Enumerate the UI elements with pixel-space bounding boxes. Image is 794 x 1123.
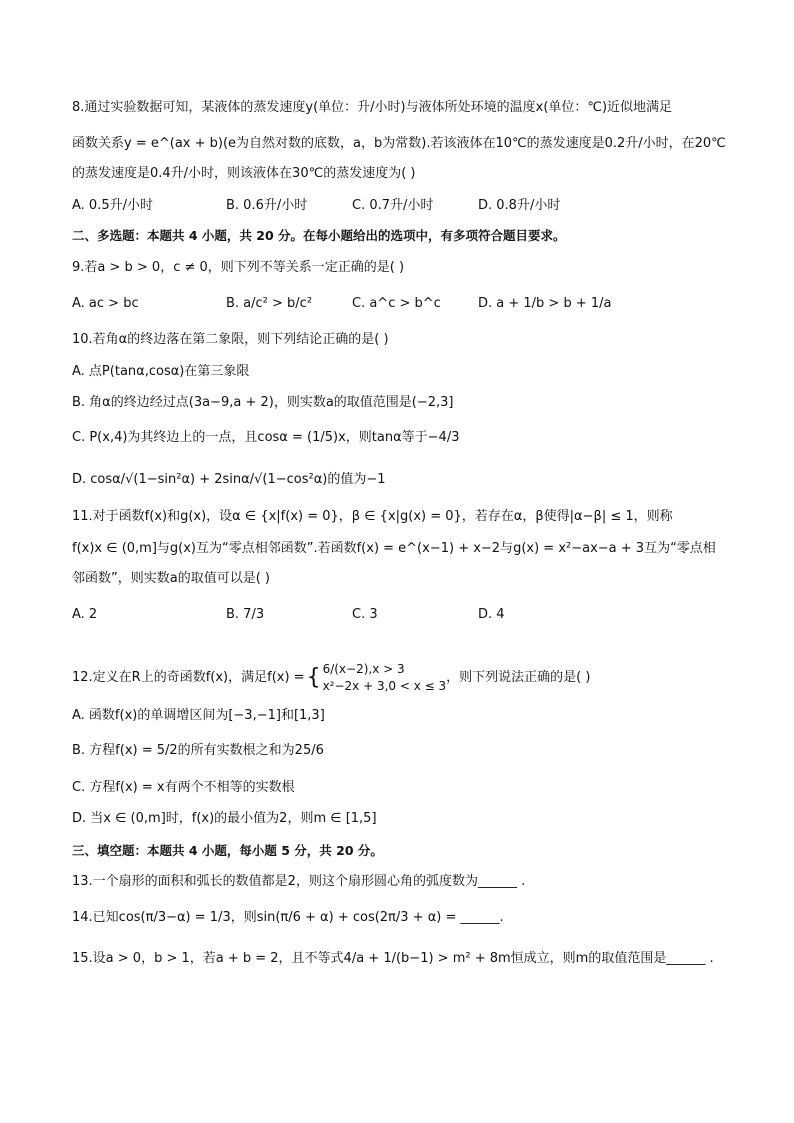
q8-line-2: 函数关系y = e^(ax + b)(e为自然对数的底数，a，b为常数).若该液体在10℃的蒸发速度是0.2升/小时，在20℃ [72, 136, 726, 151]
q12-case-2: x²−2x + 3,0 < x ≤ 3 [322, 679, 447, 693]
q8-option-c: C. 0.7升/小时 [352, 198, 434, 213]
q8-option-b: B. 0.6升/小时 [226, 198, 308, 213]
q12-stem-end: ，则下列说法正确的是( ) [446, 670, 591, 685]
q9-option-c: C. a^c > b^c [352, 296, 441, 311]
q12-option-d: D. 当x ∈ (0,m]时，f(x)的最小值为2，则m ∈ [1,5] [72, 811, 377, 826]
q8-line-1: 8.通过实验数据可知，某液体的蒸发速度y(单位：升/小时)与液体所处环境的温度x(单位：℃)近似地满足 [72, 100, 673, 115]
q11-option-d: D. 4 [478, 607, 505, 622]
q8-line-3: 的蒸发速度是0.4升/小时，则该液体在30℃的蒸发速度为( ) [72, 166, 416, 181]
q12-option-b: B. 方程f(x) = 5/2的所有实数根之和为25/6 [72, 743, 324, 758]
q11-option-c: C. 3 [352, 607, 378, 622]
q11-option-b: B. 7/3 [226, 607, 265, 622]
q11-option-a: A. 2 [72, 607, 98, 622]
q10-option-d: D. cosα/√(1−sin²α) + 2sinα/√(1−cos²α)的值为−1 [72, 472, 386, 487]
q14-text: 14.已知cos(π/3−α) = 1/3，则sin(π/6 + α) + cos(2π/3 + α) = ______. [72, 910, 504, 925]
brace-icon: { [306, 665, 321, 690]
q10-option-a: A. 点P(tanα,cosα)在第三象限 [72, 364, 250, 379]
q9-option-b: B. a/c² > b/c² [226, 296, 313, 311]
q12-option-c: C. 方程f(x) = x有两个不相等的实数根 [72, 780, 295, 795]
q13-text: 13.一个扇形的面积和弧长的数值都是2，则这个扇形圆心角的弧度数为______ . [72, 874, 526, 889]
q11-line-3: 邻函数”，则实数a的取值可以是( ) [72, 571, 270, 586]
q12-case-1: 6/(x−2),x > 3 [322, 662, 405, 676]
q9-option-a: A. ac > bc [72, 296, 139, 311]
q11-line-1: 11.对于函数f(x)和g(x)，设α ∈ {x|f(x) = 0}，β ∈ {x|g(x) = 0}，若存在α，β使得|α−β| ≤ 1，则称 [72, 509, 673, 524]
section-2-heading: 二、多选题：本题共 4 小题，共 20 分。在每小题给出的选项中，有多项符合题目要求。 [72, 228, 566, 243]
q8-option-a: A. 0.5升/小时 [72, 198, 153, 213]
q9-option-d: D. a + 1/b > b + 1/a [478, 296, 612, 311]
q10-option-c: C. P(x,4)为其终边上的一点，且cosα = (1/5)x，则tanα等于−4/3 [72, 430, 460, 445]
q12-stem-start: 12.定义在R上的奇函数f(x)，满足f(x) = [72, 670, 305, 685]
section-3-heading: 三、填空题：本题共 4 小题，每小题 5 分，共 20 分。 [72, 843, 383, 858]
q12-option-a: A. 函数f(x)的单调增区间为[−3,−1]和[1,3] [72, 708, 325, 723]
piecewise-cases [323, 661, 447, 695]
q10-stem: 10.若角α的终边落在第二象限，则下列结论正确的是( ) [72, 332, 389, 347]
q11-line-2: f(x)x ∈ (0,m]与g(x)互为“零点相邻函数”.若函数f(x) = e^(x−1) + x−2与g(x) = x²−ax−a + 3互为“零点相 [72, 541, 716, 556]
q15-text: 15.设a > 0，b > 1，若a + b = 2，且不等式4/a + 1/(b−1) > m² + 8m恒成立，则m的取值范围是______ . [72, 951, 714, 966]
q8-option-d: D. 0.8升/小时 [478, 198, 561, 213]
q9-stem: 9.若a > b > 0，c ≠ 0，则下列不等关系一定正确的是( ) [72, 260, 405, 275]
q10-option-b: B. 角α的终边经过点(3a−9,a + 2)，则实数a的取值范围是(−2,3] [72, 395, 454, 410]
q12-stem [72, 658, 590, 698]
